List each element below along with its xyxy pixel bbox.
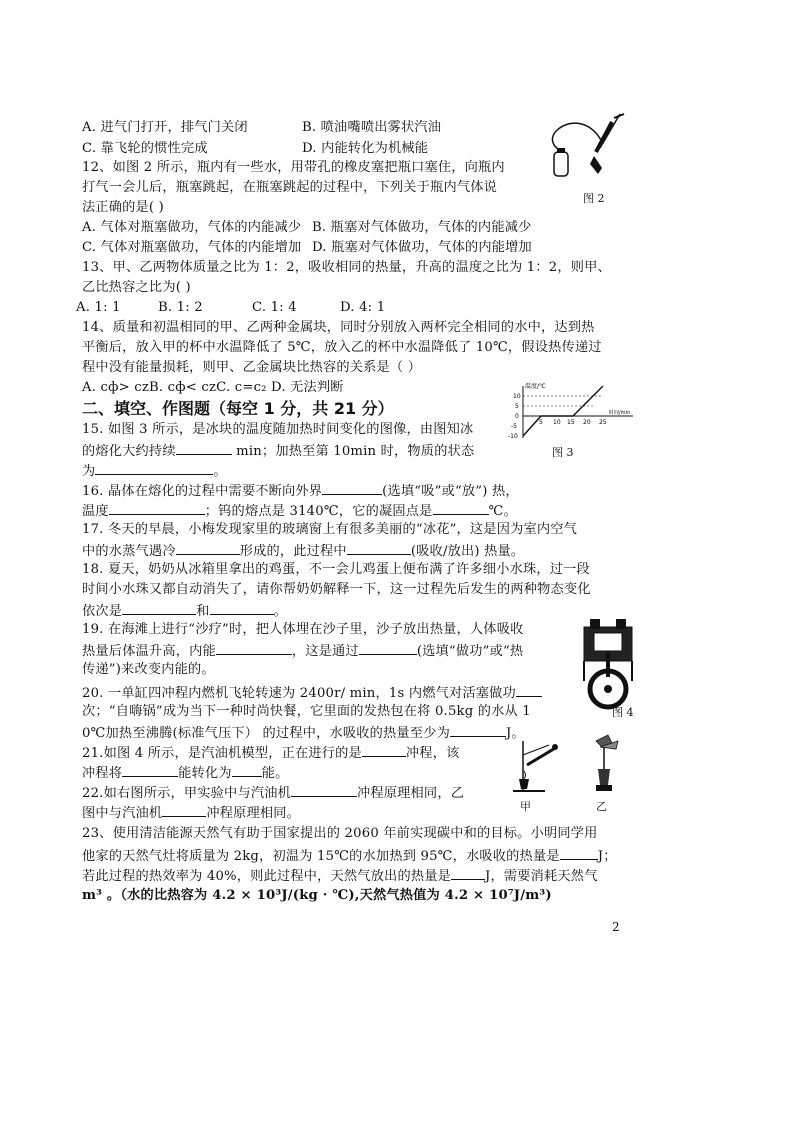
q20-line2: 次；“自嗨锅”成为当下一种时尚快餐，它里面的发热包在将 0.5kg 的水从 1 bbox=[82, 704, 531, 719]
figure-jia-label: 甲 bbox=[520, 800, 531, 813]
q18-line3-text-a: 依次是 bbox=[82, 604, 123, 619]
fig3-ytick-neg5: -5 bbox=[511, 423, 517, 430]
q13-option-c: C. 1: 4 bbox=[252, 300, 297, 315]
fig3-xtick-5: 5 bbox=[539, 419, 543, 426]
q16-line1-text-a: 16. 晶体在熔化的过程中需要不断向外界 bbox=[82, 484, 323, 499]
q14-line2: 平衡后，放入甲的杯中水温降低了 5℃，放入乙的杯中水温降低了 10℃，假设热传递过 bbox=[82, 340, 602, 355]
fig3-ytick-0: 0 bbox=[515, 413, 519, 420]
q22-line1-text-b: 冲程原理相同，乙 bbox=[357, 786, 465, 801]
q19-line3: 传递”)来改变内能的。 bbox=[82, 662, 215, 677]
q11-option-c: C. 靠飞轮的惯性完成 bbox=[82, 141, 208, 156]
q19-line1: 19. 在海滩上进行“沙疗”时，把人体埋在沙子里，沙子放出热量，人体吸收 bbox=[82, 622, 524, 637]
q16-blank-freezing-point[interactable] bbox=[433, 500, 489, 515]
q20-line3-text-a: 0℃加热至沸腾(标准气压下） 的过程中，水吸收的热量至少为 bbox=[82, 726, 450, 741]
q16-line2 bbox=[82, 500, 517, 522]
fig3-ytick-10: 10 bbox=[513, 393, 521, 400]
fig3-ytick-5: 5 bbox=[515, 403, 519, 410]
q12-option-b: B. 瓶塞对气体做功，气体的内能减少 bbox=[312, 220, 532, 235]
q17-line2 bbox=[82, 540, 524, 562]
q12-line2: 打气一会儿后，瓶塞跳起，在瓶塞跳起的过程中，下列关于瓶内气体说 bbox=[82, 180, 498, 195]
q21-line2 bbox=[82, 762, 289, 784]
q21-blank-stroke[interactable] bbox=[362, 742, 406, 757]
q15-blank-duration[interactable] bbox=[176, 440, 232, 455]
q15-line2 bbox=[82, 440, 474, 462]
q18-line3-text-b: 和 bbox=[196, 604, 210, 619]
q12-line1: 12、如图 2 所示，瓶内有一些水，用带孔的橡皮塞把瓶口塞住，向瓶内 bbox=[82, 160, 505, 175]
q12-option-c: C. 气体对瓶塞做功，气体的内能增加 bbox=[82, 240, 302, 255]
figure-3-graph bbox=[505, 380, 640, 442]
q18-blank-second-change[interactable] bbox=[210, 600, 274, 615]
figure-yi-label: 乙 bbox=[596, 800, 607, 813]
q21-blank-energy-to[interactable] bbox=[232, 762, 262, 777]
page-number: 2 bbox=[612, 920, 620, 934]
q17-line2-text-a: 中的水蒸气遇冷 bbox=[82, 544, 176, 559]
figure-jia-test-tube bbox=[505, 735, 565, 795]
q18-blank-first-change[interactable] bbox=[122, 600, 196, 615]
q16-line1-text-b: (选填“吸”或“放”) 热， bbox=[382, 484, 519, 499]
q21-line1-text-b: 冲程，该 bbox=[405, 746, 460, 761]
q12-option-d: D. 瓶塞对气体做功，气体的内能增加 bbox=[312, 240, 532, 255]
q20-blank-work-count[interactable] bbox=[516, 682, 542, 697]
fig3-xtick-25: 25 bbox=[599, 419, 607, 426]
q16-line1 bbox=[82, 480, 519, 502]
q23-line1: 23、使用清洁能源天然气有助于国家提出的 2060 年前实现碳中和的目标。小明同学用 bbox=[82, 826, 598, 841]
q15-line3-text-b: 。 bbox=[213, 464, 227, 479]
q13-option-d: D. 4: 1 bbox=[340, 300, 386, 315]
q23-line3-text-b: J，需要消耗天然气 bbox=[485, 869, 598, 884]
fig3-xtick-10: 10 bbox=[553, 419, 561, 426]
q16-line2-text-b: ；钨的熔点是 3140℃，它的凝固点是 bbox=[204, 504, 433, 519]
q19-blank-internal-energy[interactable] bbox=[216, 640, 292, 655]
q15-line2-text-a: 的熔化大约持续 bbox=[82, 444, 176, 459]
fig3-ylabel: 温度/℃ bbox=[525, 383, 546, 390]
q22-line2-text-a: 图中与汽油机 bbox=[82, 806, 163, 821]
q12-option-a: A. 气体对瓶塞做功，气体的内能减少 bbox=[82, 220, 302, 235]
q22-line2-text-b: 冲程原理相同。 bbox=[206, 806, 301, 821]
q21-line1-text-a: 21.如图 4 所示，是汽油机模型，正在进行的是 bbox=[82, 746, 362, 761]
q16-blank-temperature[interactable] bbox=[109, 500, 205, 515]
q14-line3: 程中没有能量损耗，则甲、乙金属块比热容的关系是（ ） bbox=[82, 360, 422, 375]
q16-blank-heat[interactable] bbox=[322, 480, 382, 495]
q23-line3-text-a: 若此过程的热效率为 40%，则此过程中，天然气放出的热量是 bbox=[82, 869, 451, 884]
section-2-heading: 二、填空、作图题（每空 1 分，共 21 分） bbox=[82, 399, 394, 418]
q20-line3-text-b: J。 bbox=[505, 726, 525, 741]
q20-line3 bbox=[82, 722, 525, 744]
q22-line2 bbox=[82, 802, 300, 824]
q23-line3 bbox=[82, 865, 598, 887]
q21-blank-energy-from[interactable] bbox=[122, 762, 178, 777]
q18-line1: 18. 夏天，奶奶从冰箱里拿出的鸡蛋，不一会儿鸡蛋上便布满了许多细小水珠，过一段 bbox=[82, 562, 590, 577]
q19-blank-method[interactable] bbox=[359, 640, 417, 655]
q15-blank-state[interactable] bbox=[95, 460, 213, 475]
q23-line2 bbox=[82, 845, 617, 867]
figure-3-caption: 图 3 bbox=[552, 446, 574, 459]
q23-line2-text-a: 他家的天然气灶将质量为 2kg，初温为 15℃的水加热到 95℃，水吸收的热量是 bbox=[82, 849, 560, 864]
q13-option-a: A. 1: 1 bbox=[76, 300, 121, 315]
q16-line2-text-c: ℃。 bbox=[488, 504, 517, 519]
q18-line3-text-c: 。 bbox=[273, 604, 287, 619]
q23-blank-heat-released[interactable] bbox=[451, 865, 485, 880]
figure-2-caption: 图 2 bbox=[583, 192, 605, 205]
q22-blank-yi-stroke[interactable] bbox=[162, 802, 206, 817]
q13-option-b: B. 1: 2 bbox=[158, 300, 203, 315]
figure-4-engine-model bbox=[580, 617, 638, 715]
q21-line2-text-a: 冲程将 bbox=[82, 766, 123, 781]
fig3-xlabel: 时间/min bbox=[609, 410, 631, 416]
q21-line2-text-b: 能转化为 bbox=[178, 766, 232, 781]
q22-line1 bbox=[82, 782, 464, 804]
q12-line3: 法正确的是( ) bbox=[82, 200, 165, 215]
q21-line1 bbox=[82, 742, 459, 764]
fig3-xtick-20: 20 bbox=[583, 419, 591, 426]
q17-line1: 17. 冬天的早晨，小梅发现家里的玻璃窗上有很多美丽的“冰花”，这是因为室内空气 bbox=[82, 522, 578, 537]
q11-option-a: A. 进气门打开，排气门关闭 bbox=[82, 120, 248, 135]
q13-line2: 乙比热容之比为( ) bbox=[82, 280, 191, 295]
q15-line1: 15. 如图 3 所示，是冰块的温度随加热时间变化的图像，由图知冰 bbox=[82, 422, 474, 437]
q18-line3 bbox=[82, 600, 287, 622]
q22-blank-jia-stroke[interactable] bbox=[291, 782, 357, 797]
q16-line2-text-a: 温度 bbox=[82, 504, 109, 519]
q17-line2-text-c: (吸收/放出) 热量。 bbox=[410, 544, 525, 559]
q14-options: A. cф> czB. cф< czC. c=c₂ D. 无法判断 bbox=[82, 380, 344, 395]
q18-line2: 时间小水珠又都自动消失了，请你帮奶奶解释一下，这一过程先后发生的两种物态变化 bbox=[82, 582, 591, 597]
q23-blank-heat-absorbed[interactable] bbox=[560, 845, 598, 860]
q23-line4: m³ 。（水的比热容为 4.2 × 10³J/(kg · ℃),天然气热值为 4.2 × 10⁷J/m³) bbox=[82, 888, 552, 903]
q13-line1: 13、甲、乙两物体质量之比为 1：2，吸收相同的热量，升高的温度之比为 1：2，则甲、 bbox=[82, 260, 611, 275]
q20-blank-heat-absorbed[interactable] bbox=[450, 722, 506, 737]
figure-yi-pinwheel bbox=[578, 733, 628, 795]
q20-line1-text-a: 20. 一单缸四冲程内燃机飞轮转速为 2400r/ min，1s 内燃气对活塞做功 bbox=[82, 686, 516, 701]
fig3-ytick-neg10: -10 bbox=[508, 433, 518, 440]
q15-line3 bbox=[82, 460, 227, 482]
q22-line1-text-a: 22.如右图所示，甲实验中与汽油机 bbox=[82, 786, 291, 801]
figure-4-caption: 图 4 bbox=[612, 706, 634, 719]
q19-line2 bbox=[82, 640, 523, 662]
q17-line2-text-b: 形成的，此过程中 bbox=[239, 544, 347, 559]
q23-line2-text-b: J； bbox=[597, 849, 617, 864]
q17-blank-process[interactable] bbox=[176, 540, 240, 555]
q21-line2-text-c: 能。 bbox=[261, 766, 289, 781]
fig3-xtick-15: 15 bbox=[567, 419, 575, 426]
q17-blank-absorb-release[interactable] bbox=[347, 540, 411, 555]
q19-line2-text-a: 热量后体温升高，内能 bbox=[82, 644, 216, 659]
q20-line1 bbox=[82, 682, 542, 704]
q19-line2-text-c: (选填“做功”或“热 bbox=[416, 644, 524, 659]
q19-line2-text-b: ，这是通过 bbox=[291, 644, 359, 659]
q11-option-b: B. 喷油嘴喷出雾状汽油 bbox=[302, 120, 442, 135]
q15-line2-text-b: min；加热至第 10min 时，物质的状态 bbox=[231, 444, 475, 459]
q15-line3-text-a: 为 bbox=[82, 464, 96, 479]
q14-line1: 14、质量和初温相同的甲、乙两种金属块，同时分别放入两杯完全相同的水中，达到热 bbox=[82, 320, 595, 335]
q11-option-d: D. 内能转化为机械能 bbox=[302, 141, 429, 156]
